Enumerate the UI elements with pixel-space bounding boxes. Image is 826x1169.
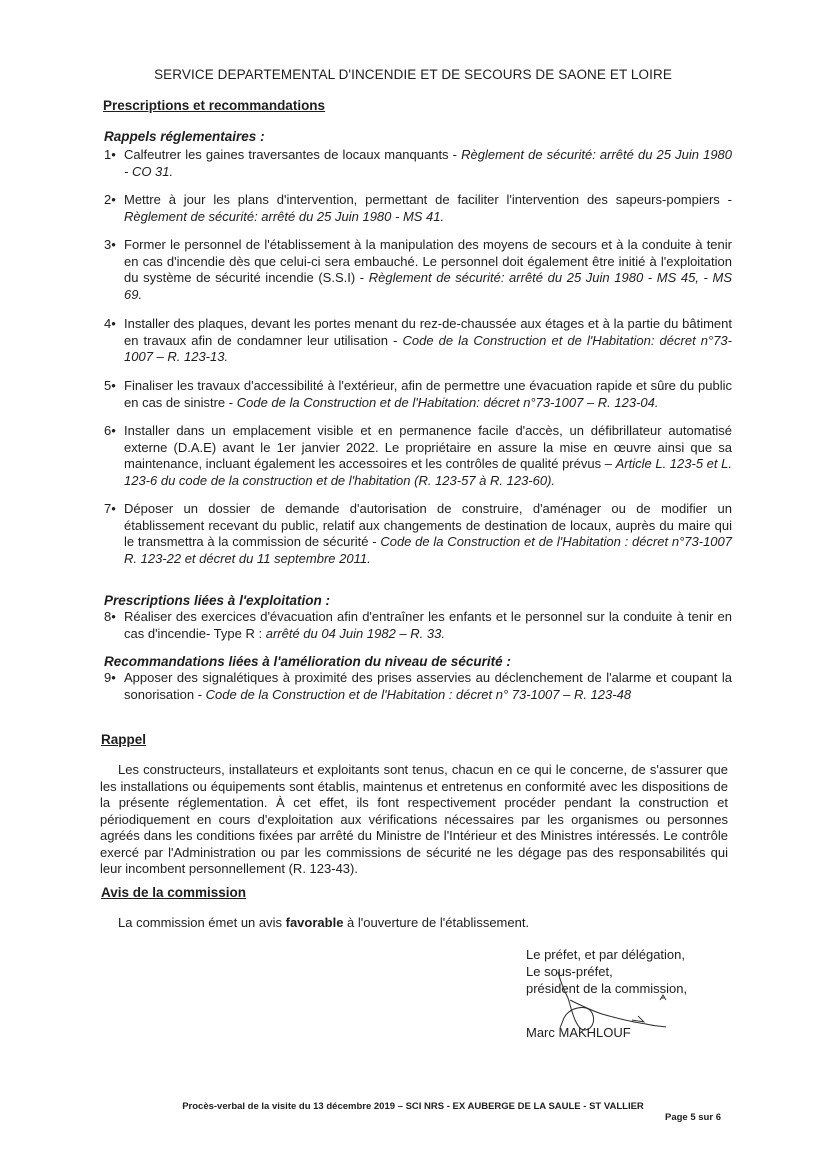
item-text: Déposer un dossier de demande d'autorisation de construire, d'aménager ou de modifier un établissement recevant du public, relatif aux changements de destination de locaux, auprès du maire qui le transmettra à la commission de sécurité -: [124, 501, 732, 549]
item-reference: Code de la Construction et de l'Habitation : décret n° 73-1007 – R. 123-48: [205, 686, 632, 702]
rappels-heading: Rappels réglementaires :: [104, 129, 265, 144]
item-reference: Article L. 123-5 et L. 123-6 du code de la construction et de l'habitation (R. 123-57 à R. 123-60).: [124, 456, 732, 488]
exploitation-heading: Prescriptions liées à l'exploitation :: [104, 593, 331, 608]
item-text: Installer dans un emplacement visible et en permanence facile d'accès, un défibrillateur automatisé externe (D.A.E) avant le 1er janvier 2022. Le propriétaire en assure la mise en œuvre ainsi que sa maintenance, incluant également les accessoires et les contrôles de qualité prévus –: [124, 423, 732, 471]
item-number: 4•: [104, 316, 116, 331]
item-number: 1•: [104, 147, 116, 162]
item-reference: Règlement de sécurité: arrêté du 25 Juin 1980 - CO 31.: [124, 147, 733, 179]
avis-verdict: favorable: [285, 915, 344, 930]
avis-text-end: à l'ouverture de l'établissement.: [343, 915, 530, 930]
item-text: Calfeutrer les gaines traversantes de locaux manquants -: [124, 147, 462, 162]
item-number: 7•: [104, 501, 116, 516]
item-text: Mettre à jour les plans d'intervention, permettant de faciliter l'intervention des sapeurs-pompiers -: [124, 192, 732, 207]
item-number: 5•: [104, 378, 116, 393]
item-number: 2•: [104, 192, 116, 207]
list-item: [104, 316, 732, 366]
item-number: 9•: [104, 670, 116, 685]
list-item: [104, 378, 732, 411]
avis-heading: Avis de la commission: [101, 885, 247, 900]
item-number: 3•: [104, 237, 116, 252]
item-reference: Code de la Construction et de l'Habitation: décret n°73-1007 – R. 123-04.: [236, 394, 659, 410]
item-text: Installer des plaques, devant les portes menant du rez-de-chaussée aux étages et à la partie du bâtiment en travaux afin de condamner leur utilisation -: [124, 316, 732, 348]
rappel-paragraph: Les constructeurs, installateurs et exploitants sont tenus, chacun en ce qui le concerne, de s'assurer que les installations ou équipements sont établis, maintenus et entretenus en conformité avec les dispositions de la présente réglementation. À cet effet, ils font respectivement procéder pendant la construction et périodiquement en cours d'exploitation aux vérifications nécessaires par les organismes ou personnes agréés dans les conditions fixées par arrêté du Ministre de l'Intérieur et des Ministres intéressés. Le contrôle exercé par l'Administration ou par les commissions de sécurité ne les dégage pas des responsabilités qui leur incombent personnellement (R. 123-43).: [100, 762, 728, 876]
list-item: [104, 670, 732, 703]
list-item: [104, 192, 732, 225]
avis-paragraph: [118, 915, 529, 930]
item-number: 6•: [104, 423, 116, 438]
list-item: [104, 609, 732, 642]
list-item: [104, 501, 732, 567]
avis-text-start: La commission émet un avis: [118, 915, 286, 930]
item-text: Finaliser les travaux d'accessibilité à l'extérieur, afin de permettre une évacuation rapide et sûre du public en cas de sinistre -: [124, 378, 732, 410]
list-item: [104, 237, 732, 303]
item-number: 8•: [104, 609, 116, 624]
prescriptions-heading: Prescriptions et recommandations: [103, 98, 326, 113]
recommandations-heading: Recommandations liées à l'amélioration du niveau de sécurité :: [104, 654, 511, 669]
signature-line: Le sous-préfet,: [526, 964, 613, 979]
item-reference: Règlement de sécurité: arrêté du 25 Juin 1980 - MS 41.: [124, 208, 445, 224]
item-text: Former le personnel de l'établissement à la manipulation des moyens de secours et à la conduite à tenir en cas d'incendie dès que celui-ci sera embauché. Le personnel doit également être initié à l'exploitation du système de sécurité incendie (S.S.I) -: [124, 237, 732, 285]
item-text: Réaliser des exercices d'évacuation afin d'entraîner les enfants et le personnel sur la conduite à tenir en cas d'incendie- Type R :: [124, 609, 732, 641]
item-reference: Code de la Construction et de l'Habitation: décret n°73-1007 – R. 123-13.: [124, 332, 732, 364]
signatory-name: Marc MAKHLOUF: [526, 1025, 631, 1040]
document-header: SERVICE DEPARTEMENTAL D'INCENDIE ET DE SECOURS DE SAONE ET LOIRE: [154, 67, 672, 82]
signature-line: Le préfet, et par délégation,: [526, 947, 686, 962]
signature-line: président de la commission,: [526, 981, 688, 996]
item-reference: arrêté du 04 Juin 1982 – R. 33.: [265, 625, 445, 641]
page-number: Page 5 sur 6: [665, 1112, 721, 1123]
item-reference: Règlement de sécurité: arrêté du 25 Juin 1980 - MS 45, - MS 69.: [124, 270, 732, 302]
item-text: Apposer des signalétiques à proximité des prises asservies au déclenchement de l'alarme et coupant la sonorisation -: [124, 670, 732, 702]
list-item: [104, 147, 732, 180]
footer-text: Procès-verbal de la visite du 13 décembre 2019 – SCI NRS - EX AUBERGE DE LA SAULE - ST VALLIER: [182, 1101, 644, 1112]
list-item: [104, 423, 732, 489]
rappel-heading: Rappel: [101, 732, 147, 747]
item-reference: Code de la Construction et de l'Habitation : décret n°73-1007 R. 123-22 et décret du 11 septembre 2011.: [124, 534, 732, 566]
